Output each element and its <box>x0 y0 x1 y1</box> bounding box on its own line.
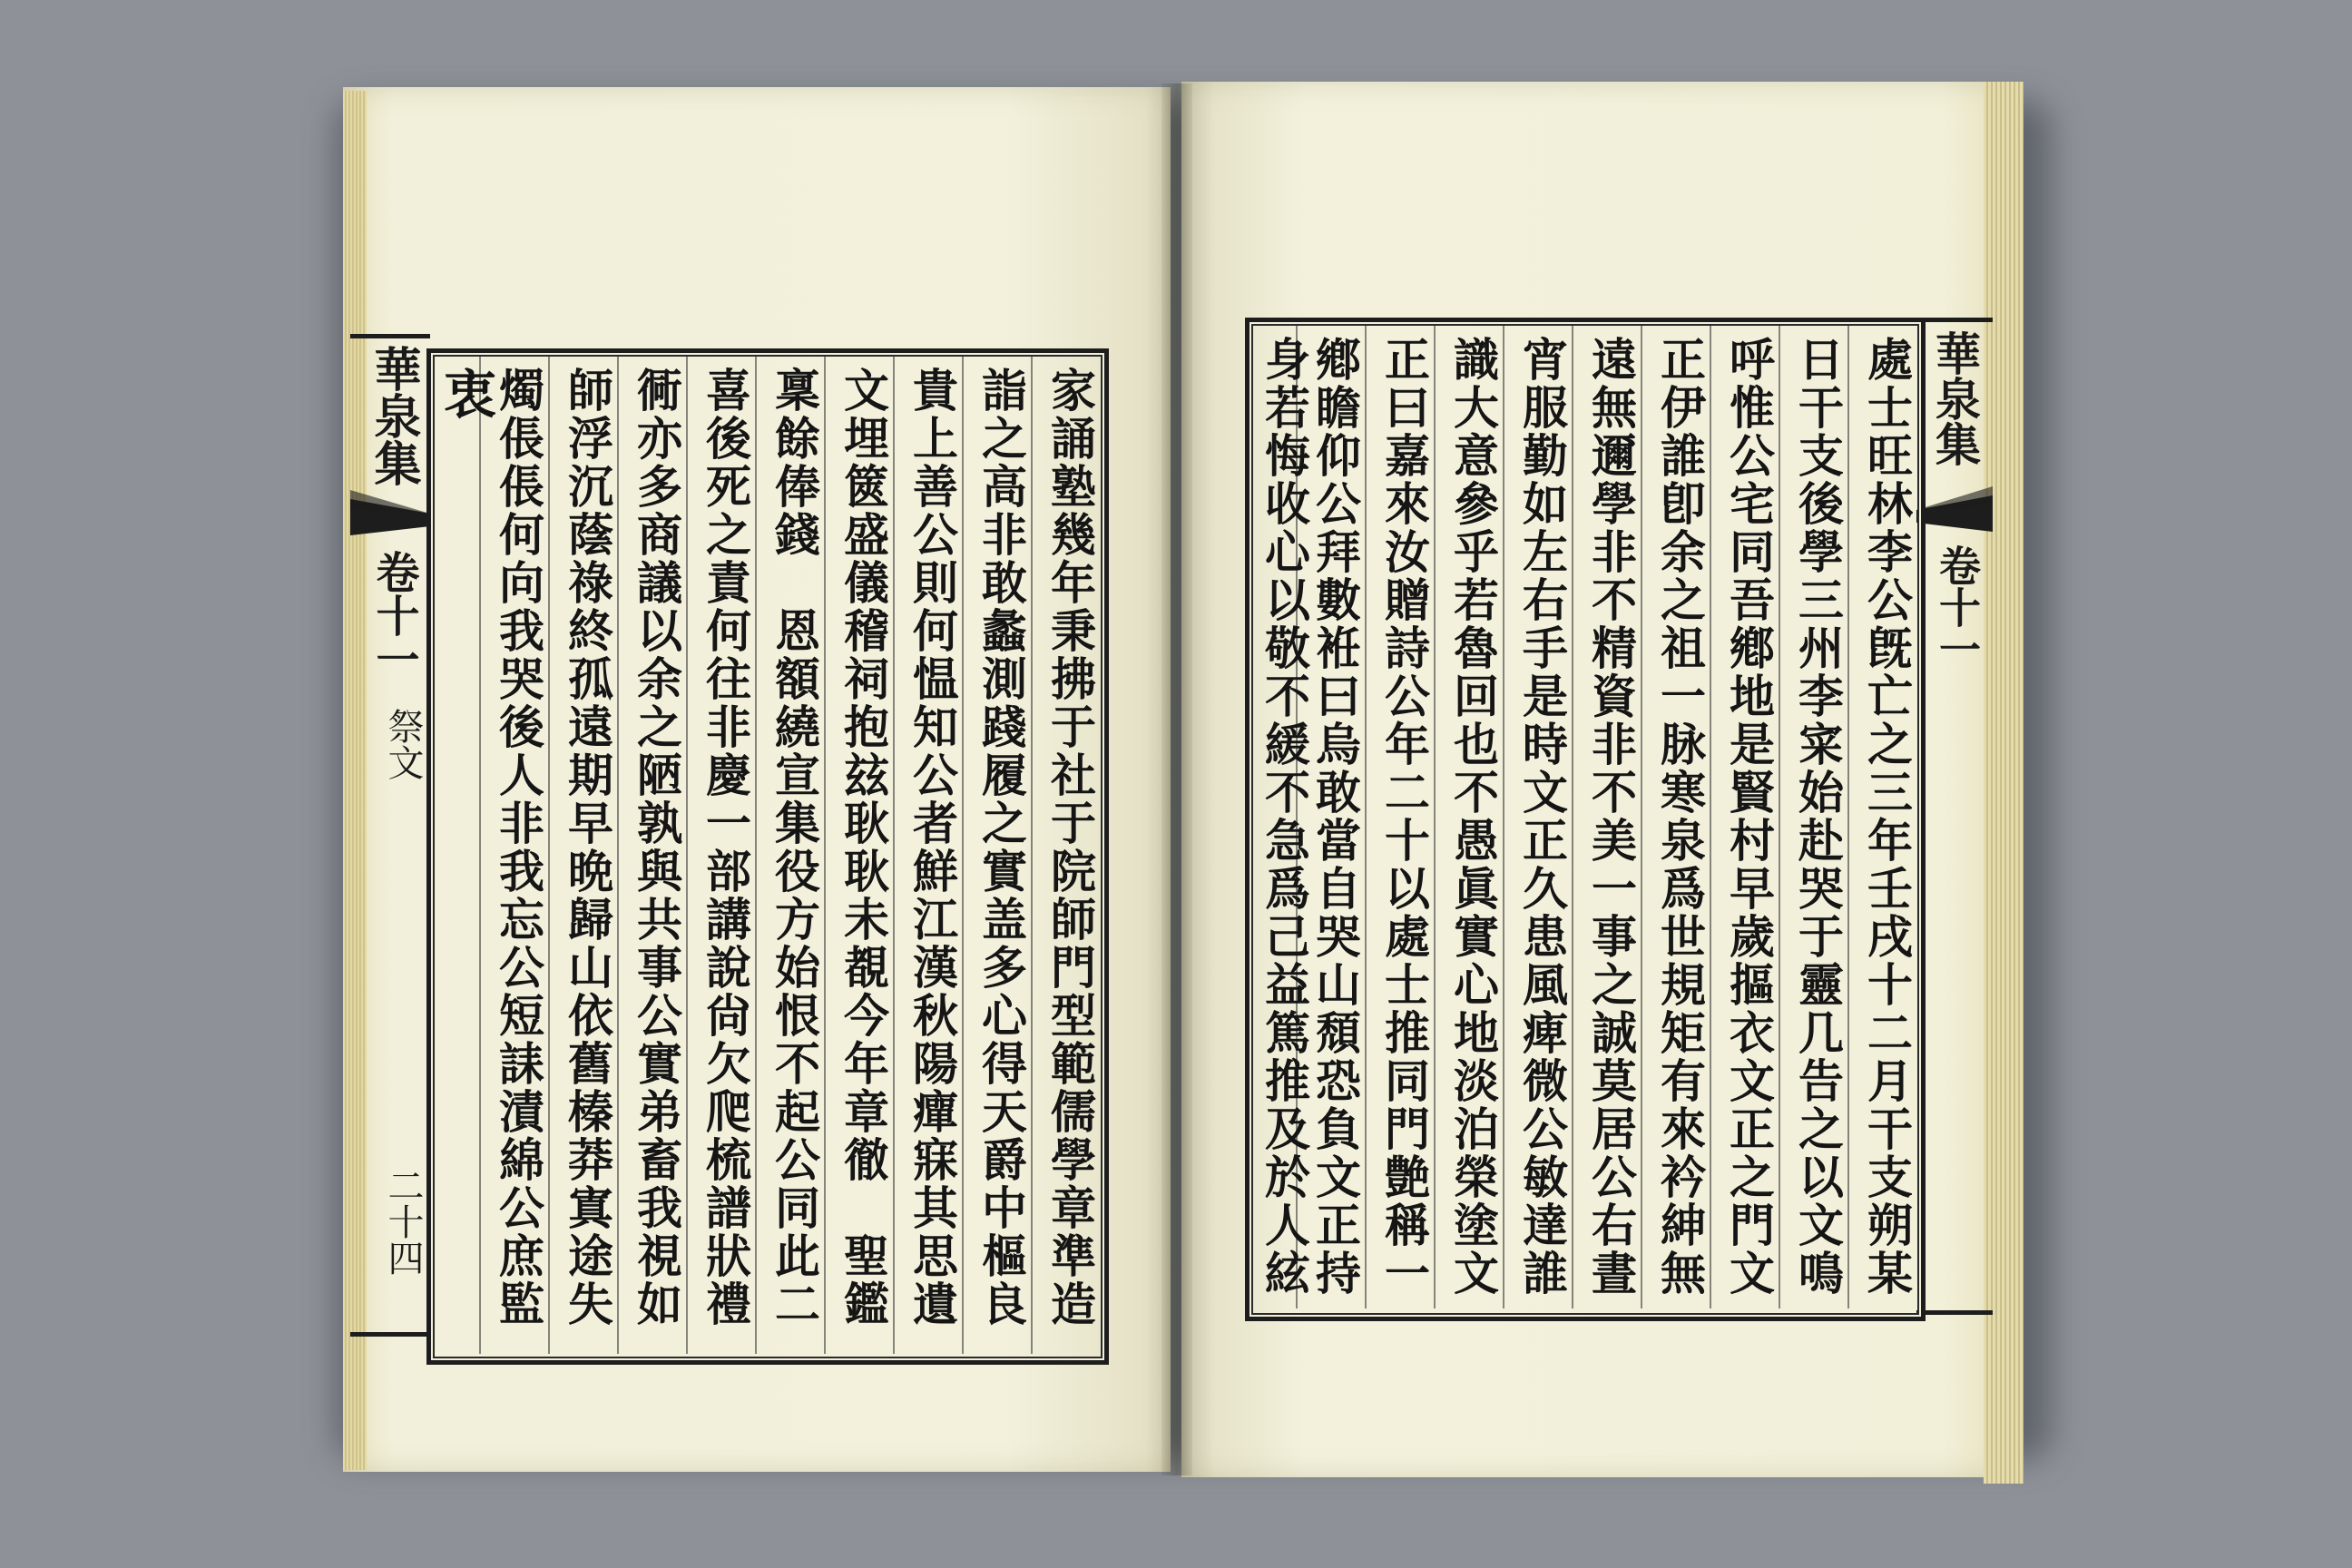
left-page-number: 二十四 <box>382 1167 424 1276</box>
margin-bottom-rule <box>350 1332 430 1337</box>
right-text-column-3: 呼惟公宅同吾鄕地是賢村早歲摳衣文正之門文 <box>1722 336 1776 1298</box>
left-text-column-4: 文埋篋盛儀稽祠抱玆耿耿未覩今年章徹 聖鑑 <box>837 367 890 1328</box>
left-text-column-6: 喜後死之責何往非慶一部講說尙欠爬梳譜狀禮 <box>699 367 752 1328</box>
fish-tail-ornament-icon <box>1916 486 1993 541</box>
right-text-column-2: 日干支後學三州李寀始赴哭于靈几告之以文鳴 <box>1791 336 1845 1298</box>
fish-tail-ornament-icon <box>350 490 430 544</box>
column-rule <box>479 356 481 1354</box>
right-volume-label: 卷十一 <box>1933 544 1982 670</box>
left-book-title: 華泉集 <box>366 345 421 486</box>
right-book-title: 華泉集 <box>1928 330 1982 466</box>
right-text-column-5: 遠無邇學非不精資非不美一事之誠莫居公右晝 <box>1584 336 1638 1298</box>
left-text-column-3: 貴上善公則何愠知公者鮮江漢秋陽癉寐其思遺 <box>906 367 959 1328</box>
right-text-column-7: 識大意參乎若魯回也不愚眞實心地淡泊榮塗文 <box>1446 336 1500 1298</box>
left-text-column-8: 師浮沉蔭祿終孤遠期早晩歸山依舊榛莽寘途失 <box>561 367 614 1328</box>
left-text-column-10: 衷 <box>435 367 496 423</box>
left-text-column-2: 詣之高非敢蠡測踐履之實盖多心得天爵中樞良 <box>975 367 1028 1328</box>
right-text-column-4: 正伊誰卽余之祖一脉寒泉爲世規矩有來衿紳無 <box>1653 336 1707 1298</box>
right-text-column-10: 身若悔收心以敬不緩不急爲己益篤推及於人絃 <box>1258 336 1311 1298</box>
left-text-column-9: 燭倀倀何向我哭後人非我忘公短誄漬綿公庶監 <box>492 367 545 1328</box>
left-margin-strip <box>350 334 430 1348</box>
left-text-column-5: 稟餘俸錢 恩額繞宣集役方始恨不起公同此二 <box>768 367 821 1328</box>
right-text-column-6: 宵服勤如左右手是時文正久患風痺微公敏達誰 <box>1515 336 1569 1298</box>
right-text-column-8: 正曰嘉來汝贈詩公年二十以處士推同門艶稱一 <box>1377 336 1431 1298</box>
right-text-column-1: 處士旺林李公旣亡之三年壬戌十二月干支朔某 <box>1860 336 1914 1298</box>
right-text-column-9: 鄕瞻仰公拜數袵曰烏敢當自哭山頹恐負文正持 <box>1308 336 1362 1298</box>
margin-top-rule-right <box>1916 318 1993 322</box>
left-text-column-1: 家誦塾幾年秉拂于社于院師門型範儒學章準造 <box>1044 367 1097 1328</box>
margin-bottom-rule-right <box>1916 1310 1993 1315</box>
right-margin-strip <box>1916 318 1993 1316</box>
left-section-label: 祭文 <box>382 708 424 780</box>
margin-top-rule <box>350 334 430 338</box>
book-gutter <box>1161 83 1192 1475</box>
left-volume-label: 卷十一 <box>368 550 419 681</box>
left-text-column-7: 衕亦多商議以余之陋孰與共事公實弟畜我視如 <box>630 367 683 1328</box>
